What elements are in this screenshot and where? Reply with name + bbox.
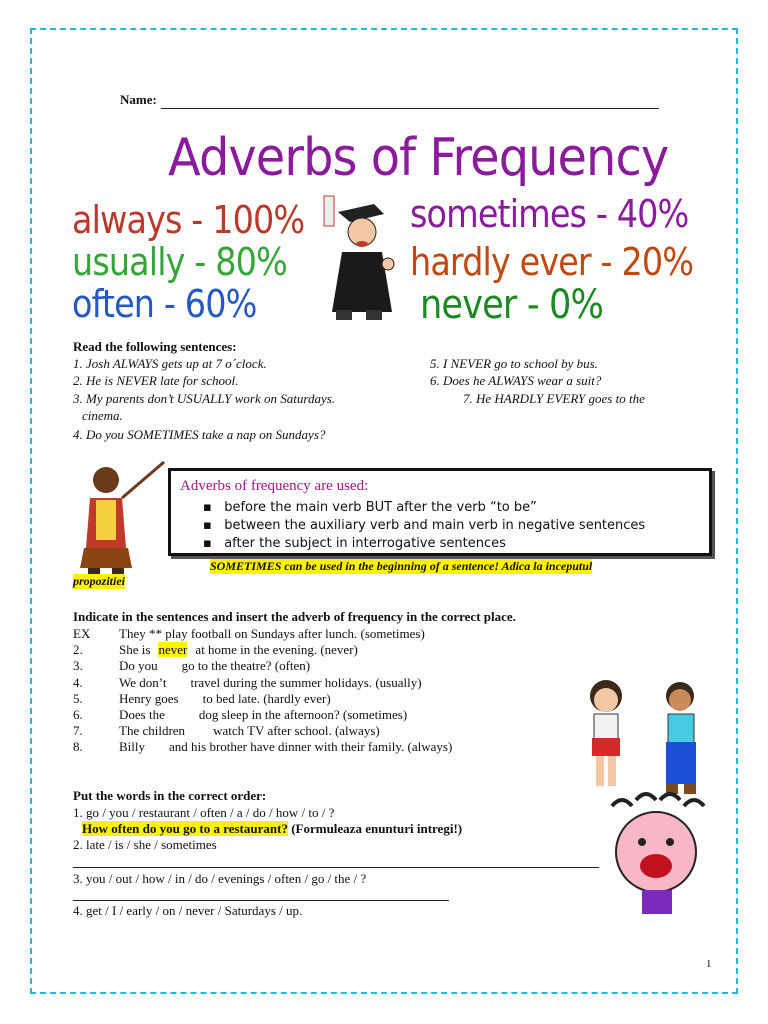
exercise-text-start: Henry goes <box>119 690 179 706</box>
exercise-number: 5. <box>73 690 83 706</box>
sentence-7: 7. He HARDLY EVERY goes to the <box>463 391 645 406</box>
name-line[interactable] <box>161 92 659 109</box>
exercise-row <box>73 739 452 755</box>
freq-hardly-ever: hardly ever - 20% <box>410 240 694 284</box>
exercise-number: 3. <box>73 658 83 674</box>
exercise-number: 4. <box>73 674 83 690</box>
page-number: 1 <box>706 958 712 970</box>
exercise-text-start: The children <box>119 723 186 739</box>
exercise-text-start: Do you <box>119 658 158 674</box>
exercise-text-start: They ** play football on Sundays after lunch. (sometimes) <box>119 626 425 641</box>
rule-item: ▪ after the subject in interrogative sentences <box>203 536 506 551</box>
indicate-heading: Indicate in the sentences and insert the adverb of frequency in the correct place. <box>73 609 516 624</box>
rules-title: Adverbs of frequency are used: <box>180 478 369 494</box>
exercise-row <box>73 626 425 642</box>
exercise-row <box>73 675 422 691</box>
exercise-row <box>73 723 380 739</box>
exercise-text-start: We don’t <box>119 674 167 690</box>
name-label: Name: <box>120 92 157 107</box>
sentence-6: 6. Does he ALWAYS wear a suit? <box>430 373 602 388</box>
answer-note: (Formuleaza enunturi intregi!) <box>291 821 463 836</box>
exercise-text-start: Does the <box>119 707 165 722</box>
freq-usually: usually - 80% <box>72 240 287 284</box>
freq-often: often - 60% <box>72 282 257 326</box>
adverb-answer: never <box>158 642 188 658</box>
exercise-row <box>73 707 407 723</box>
sentence-5: 5. I NEVER go to school by bus. <box>430 356 598 371</box>
laughing-character-illustration <box>600 792 712 922</box>
rule-item: ▪ between the auxiliary verb and main verb in negative sentences <box>203 518 646 533</box>
kids-illustration <box>574 676 714 798</box>
answer-line-3[interactable] <box>73 900 449 901</box>
teacher-illustration <box>76 458 166 580</box>
word-order-item-2: 2. late / is / she / sometimes <box>73 837 217 852</box>
rule-text: after the subject in interrogative sentences <box>224 536 506 551</box>
exercise-text-end: watch TV after school. (always) <box>213 723 380 739</box>
name-field[interactable] <box>120 92 659 109</box>
exercise-number: 7. <box>73 723 83 739</box>
sentence-7-continued: cinema. <box>82 408 123 423</box>
exercise-text-start: She is <box>119 642 151 658</box>
sentence-3: 3. My parents don’t USUALLY work on Saturdays. <box>73 391 336 406</box>
sometimes-note-tail: propozitiei <box>73 574 126 588</box>
exercise-text-end: and his brother have dinner with their family. (always) <box>169 739 453 755</box>
answer-highlight: How often do you go to a restaurant? <box>82 821 288 836</box>
sentence-1: 1. Josh ALWAYS gets up at 7 o´clock. <box>73 356 267 371</box>
sentence-4: 4. Do you SOMETIMES take a nap on Sundays? <box>73 427 326 442</box>
exercise-row <box>73 658 310 674</box>
rule-item: ▪ before the main verb BUT after the verb “to be” <box>203 500 537 515</box>
exercise-text-end: to bed late. (hardly ever) <box>202 690 331 706</box>
exercise-text-end: dog sleep in the afternoon? (sometimes) <box>198 707 408 722</box>
rule-text: before the main verb BUT after the verb “to be” <box>224 500 537 515</box>
exercise-text-end: travel during the summer holidays. (usually) <box>190 674 422 690</box>
put-heading: Put the words in the correct order: <box>73 788 267 803</box>
read-heading: Read the following sentences: <box>73 339 237 354</box>
sometimes-note: SOMETIMES can be used in the beginning of a sentence! Adica la inceputul <box>210 559 593 573</box>
answer-example <box>82 821 462 837</box>
word-order-item-1: 1. go / you / restaurant / often / a / do / how / to / ? <box>73 805 335 820</box>
answer-line-2[interactable] <box>73 867 599 868</box>
freq-never: never - 0% <box>420 282 604 328</box>
exercise-number: EX <box>73 626 91 641</box>
graduate-illustration <box>322 192 402 332</box>
exercise-row <box>73 642 358 658</box>
exercise-number: 6. <box>73 707 83 722</box>
word-order-item-4: 4. get / I / early / on / never / Saturdays / up. <box>73 903 303 918</box>
word-order-item-3: 3. you / out / how / in / do / evenings / often / go / the / ? <box>73 871 367 886</box>
adverb-gap[interactable] <box>150 642 195 658</box>
exercise-text-end: go to the theatre? (often) <box>181 658 311 674</box>
freq-always: always - 100% <box>72 198 305 242</box>
exercise-number: 2. <box>73 642 83 658</box>
exercise-row <box>73 691 331 707</box>
exercise-number: 8. <box>73 739 83 755</box>
freq-sometimes: sometimes - 40% <box>410 192 689 236</box>
worksheet-title: Adverbs of Frequency <box>168 128 669 188</box>
sentence-2: 2. He is NEVER late for school. <box>73 373 239 388</box>
rule-text: between the auxiliary verb and main verb in negative sentences <box>224 518 646 533</box>
exercise-text-end: at home in the evening. (never) <box>195 642 358 658</box>
exercise-text-start: Billy <box>119 739 146 755</box>
